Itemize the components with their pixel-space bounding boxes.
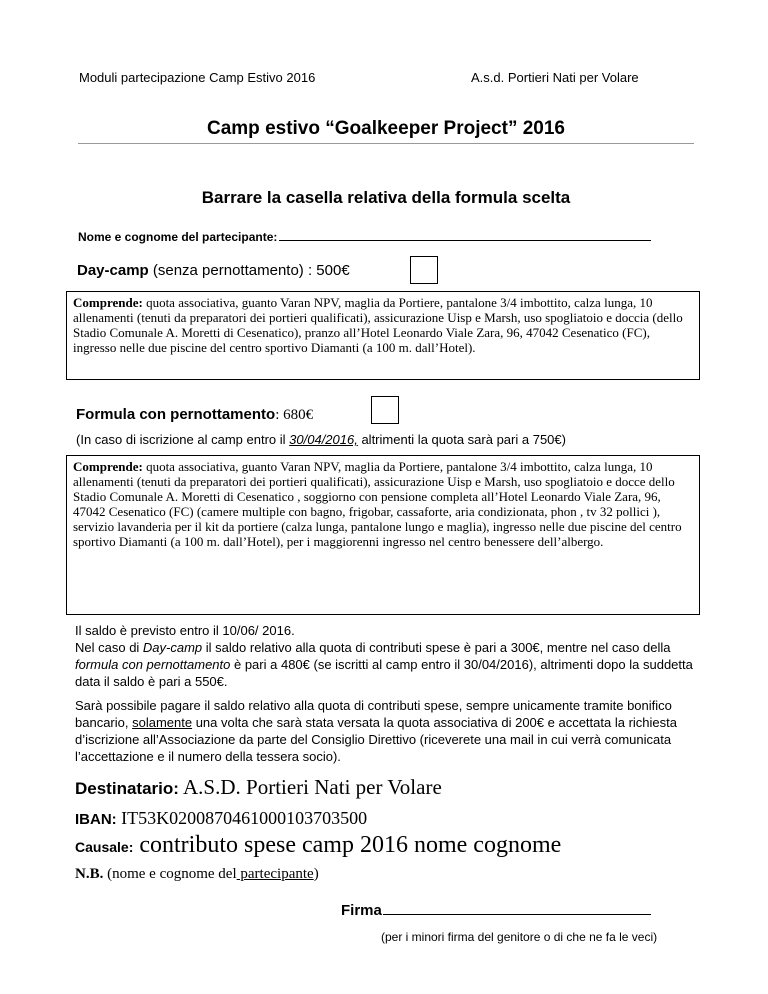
p2-text-a: Sarà possibile pagare il saldo relativo alla quota di contributi spese, sempre unicamente tramite bonifico bancario, [75,698,672,730]
nb-underlined: partecipante [236,866,314,882]
recipient-line [75,775,442,800]
daycamp-saldo-paragraph [75,639,695,690]
recipient-label: Destinatario: [75,779,179,798]
header-right: A.s.d. Portieri Nati per Volare [471,70,639,85]
participant-name-field[interactable] [78,229,651,244]
header-left: Moduli partecipazione Camp Estivo 2016 [79,70,316,85]
nb-note [75,866,319,883]
daycamp-includes-label: Comprende: [73,295,143,310]
daycamp-includes-text: quota associativa, guanto Varan NPV, maglia da Portiere, pantalone 3/4 imbottito, calza lunga, 10 allenamenti (tenuti da preparatori dei portieri qualificati), assicurazione Uisp e Marsh, uso spogliatoio e doccia (dello Stadio Comunale A. Moretti di Cesenatico), pranzo all’Hotel Leonardo Viale Zara, 96, 47042 Cesenatico (FC), ingresso nelle due piscine del centro sportivo Diamanti (a 100 m. dall’Hotel). [73,295,683,355]
formula-includes-label: Comprende: [73,459,143,474]
formula-checkbox[interactable] [371,396,399,424]
formula-note-date: 30/04/2016, [289,432,358,447]
formula-note-before: (In caso di iscrizione al camp entro il [76,432,290,447]
daycamp-option [77,262,350,279]
title-divider [78,143,694,144]
p1-text-e: è pari a 480€ (se iscritti al camp entro il 30/04/2016), altrimenti dopo la suddetta data il saldo è pari a 550€. [75,657,693,689]
iban-value: IT53K0200870461000103703500 [116,808,368,828]
daycamp-name: Day-camp [77,262,149,279]
iban-label: IBAN: [75,811,117,828]
signature-note: (per i minori firma del genitore o di che ne fa le veci) [381,930,658,944]
page-title: Camp estivo “Goalkeeper Project” 2016 [207,118,565,139]
formula-includes-box [66,455,700,615]
causale-line [75,832,561,859]
p1-formula: formula con pernottamento [75,657,231,672]
p2-text-c: una volta che sarà stata versata la quota associativa di 200€ e accettata la richiesta d’iscrizione all’Associazione da parte del Consiglio Direttivo (riceverete una mail in cui verrà comunicata l’accettazione e il numero della tessera socio). [75,715,677,764]
p1-text-c: il saldo relativo alla quota di contributi spese è pari a 300€, mentre nel caso della [202,640,671,655]
p2-solamente: solamente [132,715,193,730]
participant-name-line[interactable] [279,229,651,241]
formula-name: Formula con pernottamento [76,406,276,423]
signature-label: Firma [341,902,382,919]
p1-daycamp: Day-camp [142,640,203,655]
formula-option [76,406,313,424]
saldo-text: Il saldo è previsto entro il 10/06/ 2016. [75,623,295,638]
recipient-value: A.S.D. Portieri Nati per Volare [178,775,442,799]
daycamp-includes-box [66,291,700,380]
bank-transfer-paragraph [75,697,695,765]
nb-after: ) [313,866,319,882]
formula-includes-text: quota associativa, guanto Varan NPV, maglia da Portiere, pantalone 3/4 imbottito, calza lunga, 10 allenamenti (tenuti da preparatori dei portieri qualificati), assicurazione Uisp e Marsh, uso spogliatoio e docce dello Stadio Comunale A. Moretti di Cesenatico , soggiorno con pensione completa all’Hotel Leonardo Viale Zara, 96, 47042 Cesenatico (FC) (camere multiple con bagno, frigobar, cassaforte, aria condizionata, phon , tv 32 pollici ), servizio lavanderia per il kit da portiere (calza lunga, pantalone lungo e maglia), ingresso nelle due piscine del centro sportivo Diamanti (a 100 m. dall’Hotel), per i maggiorenni ingresso nel centro benessere dell’albergo. [73,459,682,549]
nb-label: N.B. [75,866,104,882]
page-subtitle: Barrare la casella relativa della formula scelta [201,188,571,207]
daycamp-checkbox[interactable] [410,256,438,284]
p1-text-a: Nel caso di [75,640,143,655]
iban-line [75,808,367,829]
signature-line[interactable] [383,902,651,915]
causale-value: contributo spese camp 2016 nome cognome [133,832,562,858]
formula-price: : 680€ [275,407,314,423]
causale-label: Causale: [75,839,134,855]
formula-note [76,432,566,447]
nb-before: (nome e cognome del [103,866,237,882]
formula-note-after: altrimenti la quota sarà pari a 750€) [357,432,566,447]
signature-field[interactable] [341,902,651,919]
daycamp-detail: (senza pernottamento) : 500€ [148,262,350,279]
participant-name-label: Nome e cognome del partecipante: [78,230,278,244]
